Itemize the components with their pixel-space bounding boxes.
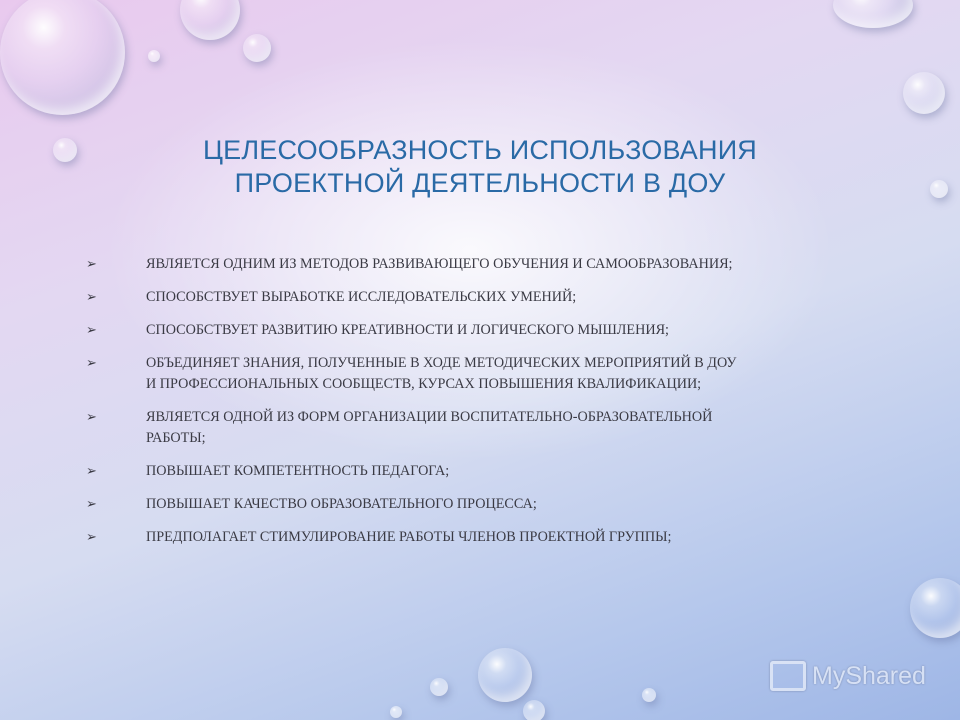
bullet-list bbox=[86, 254, 880, 560]
list-item-text: ПРЕДПОЛАГАЕТ СТИМУЛИРОВАНИЕ РАБОТЫ ЧЛЕНОВ ПРОЕКТНОЙ ГРУППЫ; bbox=[146, 529, 672, 545]
water-drop-decoration bbox=[642, 688, 656, 702]
watermark-text: MyShared bbox=[812, 661, 926, 690]
water-drop-decoration bbox=[390, 706, 402, 718]
list-item-text: РАБОТЫ; bbox=[146, 430, 206, 446]
list-item-text: И ПРОФЕССИОНАЛЬНЫХ СООБЩЕСТВ, КУРСАХ ПОВЫШЕНИЯ КВАЛИФИКАЦИИ; bbox=[146, 376, 702, 392]
list-item bbox=[86, 254, 880, 275]
water-drop-decoration bbox=[243, 34, 271, 62]
arrow-bullet-icon: ➢ bbox=[86, 323, 97, 338]
list-item-text: СПОСОБСТВУЕТ ВЫРАБОТКЕ ИССЛЕДОВАТЕЛЬСКИХ УМЕНИЙ; bbox=[146, 289, 577, 305]
list-item-text: ПОВЫШАЕТ КАЧЕСТВО ОБРАЗОВАТЕЛЬНОГО ПРОЦЕССА; bbox=[146, 496, 537, 512]
water-drop-decoration bbox=[833, 0, 913, 28]
arrow-bullet-icon: ➢ bbox=[86, 290, 97, 305]
water-drop-decoration bbox=[903, 72, 945, 114]
myshared-logo-icon bbox=[770, 661, 806, 691]
arrow-bullet-icon: ➢ bbox=[86, 410, 97, 425]
list-item bbox=[86, 320, 880, 341]
slide-title-line: ПРОЕКТНОЙ ДЕЯТЕЛЬНОСТИ В ДОУ bbox=[234, 168, 726, 198]
water-drop-decoration bbox=[180, 0, 240, 40]
water-drop-decoration bbox=[0, 0, 125, 115]
list-item bbox=[86, 353, 880, 395]
list-item bbox=[86, 407, 880, 449]
list-item-text: ПОВЫШАЕТ КОМПЕТЕНТНОСТЬ ПЕДАГОГА; bbox=[146, 463, 450, 479]
list-item-text: ЯВЛЯЕТСЯ ОДНИМ ИЗ МЕТОДОВ РАЗВИВАЮЩЕГО ОБУЧЕНИЯ И САМООБРАЗОВАНИЯ; bbox=[146, 256, 733, 272]
list-item bbox=[86, 494, 880, 515]
arrow-bullet-icon: ➢ bbox=[86, 530, 97, 545]
arrow-bullet-icon: ➢ bbox=[86, 257, 97, 272]
water-drop-decoration bbox=[430, 678, 448, 696]
arrow-bullet-icon: ➢ bbox=[86, 497, 97, 512]
arrow-bullet-icon: ➢ bbox=[86, 356, 97, 371]
list-item bbox=[86, 527, 880, 548]
arrow-bullet-icon: ➢ bbox=[86, 464, 97, 479]
water-drop-decoration bbox=[930, 180, 948, 198]
list-item-text: СПОСОБСТВУЕТ РАЗВИТИЮ КРЕАТИВНОСТИ И ЛОГИЧЕСКОГО МЫШЛЕНИЯ; bbox=[146, 322, 669, 338]
water-drop-decoration bbox=[478, 648, 532, 702]
slide-title-line: ЦЕЛЕСООБРАЗНОСТЬ ИСПОЛЬЗОВАНИЯ bbox=[202, 135, 758, 165]
water-drop-decoration bbox=[910, 578, 960, 638]
list-item bbox=[86, 461, 880, 482]
slide-title bbox=[120, 134, 840, 200]
water-drop-decoration bbox=[523, 700, 545, 720]
list-item-text: ОБЪЕДИНЯЕТ ЗНАНИЯ, ПОЛУЧЕННЫЕ В ХОДЕ МЕТОДИЧЕСКИХ МЕРОПРИЯТИЙ В ДОУ bbox=[146, 355, 737, 371]
watermark-logo bbox=[770, 658, 926, 694]
water-drop-decoration bbox=[148, 50, 160, 62]
water-drop-decoration bbox=[53, 138, 77, 162]
list-item bbox=[86, 287, 880, 308]
list-item-text: ЯВЛЯЕТСЯ ОДНОЙ ИЗ ФОРМ ОРГАНИЗАЦИИ ВОСПИТАТЕЛЬНО-ОБРАЗОВАТЕЛЬНОЙ bbox=[146, 409, 713, 425]
